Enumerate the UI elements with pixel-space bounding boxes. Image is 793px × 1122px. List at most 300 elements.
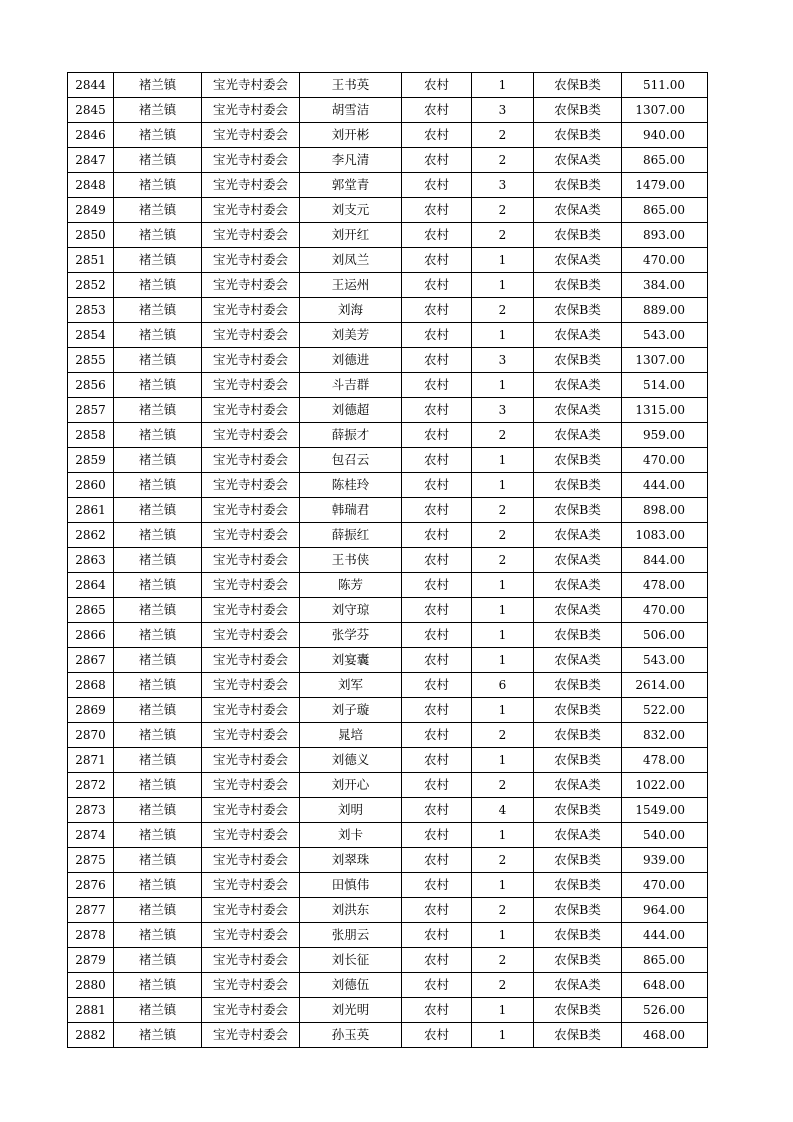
insurance-type-cell: 农保B类 xyxy=(534,748,622,773)
row-index: 2858 xyxy=(68,423,114,448)
name-cell: 刘光明 xyxy=(300,998,402,1023)
village-cell: 宝光寺村委会 xyxy=(202,348,300,373)
insurance-type-cell: 农保A类 xyxy=(534,598,622,623)
village-cell: 宝光寺村委会 xyxy=(202,548,300,573)
town-cell: 褚兰镇 xyxy=(114,548,202,573)
row-index: 2869 xyxy=(68,698,114,723)
town-cell: 褚兰镇 xyxy=(114,248,202,273)
insurance-type-cell: 农保B类 xyxy=(534,473,622,498)
household-count-cell: 1 xyxy=(472,1023,534,1048)
town-cell: 褚兰镇 xyxy=(114,698,202,723)
row-index: 2879 xyxy=(68,948,114,973)
town-cell: 褚兰镇 xyxy=(114,948,202,973)
insurance-type-cell: 农保B类 xyxy=(534,873,622,898)
row-index: 2847 xyxy=(68,148,114,173)
insurance-type-cell: 农保B类 xyxy=(534,723,622,748)
name-cell: 刘开彬 xyxy=(300,123,402,148)
insurance-type-cell: 农保B类 xyxy=(534,498,622,523)
insurance-type-cell: 农保A类 xyxy=(534,823,622,848)
row-index: 2873 xyxy=(68,798,114,823)
insurance-type-cell: 农保B类 xyxy=(534,998,622,1023)
household-count-cell: 2 xyxy=(472,223,534,248)
name-cell: 晁培 xyxy=(300,723,402,748)
amount-cell: 511.00 xyxy=(622,73,708,98)
town-cell: 褚兰镇 xyxy=(114,923,202,948)
table-row xyxy=(68,148,708,173)
insurance-type-cell: 农保A类 xyxy=(534,523,622,548)
household-count-cell: 4 xyxy=(472,798,534,823)
household-count-cell: 2 xyxy=(472,723,534,748)
village-cell: 宝光寺村委会 xyxy=(202,323,300,348)
amount-cell: 889.00 xyxy=(622,298,708,323)
row-index: 2859 xyxy=(68,448,114,473)
amount-cell: 959.00 xyxy=(622,423,708,448)
household-count-cell: 1 xyxy=(472,373,534,398)
amount-cell: 444.00 xyxy=(622,473,708,498)
amount-cell: 1315.00 xyxy=(622,398,708,423)
amount-cell: 543.00 xyxy=(622,323,708,348)
name-cell: 刘守琼 xyxy=(300,598,402,623)
table-row xyxy=(68,348,708,373)
area-type-cell: 农村 xyxy=(402,898,472,923)
amount-cell: 648.00 xyxy=(622,973,708,998)
table-row xyxy=(68,923,708,948)
village-cell: 宝光寺村委会 xyxy=(202,423,300,448)
insurance-type-cell: 农保B类 xyxy=(534,123,622,148)
amount-cell: 964.00 xyxy=(622,898,708,923)
household-count-cell: 1 xyxy=(472,573,534,598)
name-cell: 韩瑞君 xyxy=(300,498,402,523)
household-count-cell: 1 xyxy=(472,998,534,1023)
name-cell: 刘明 xyxy=(300,798,402,823)
town-cell: 褚兰镇 xyxy=(114,673,202,698)
subsidy-table xyxy=(67,72,708,1048)
amount-cell: 865.00 xyxy=(622,198,708,223)
household-count-cell: 1 xyxy=(472,473,534,498)
village-cell: 宝光寺村委会 xyxy=(202,873,300,898)
row-index: 2845 xyxy=(68,98,114,123)
town-cell: 褚兰镇 xyxy=(114,798,202,823)
row-index: 2862 xyxy=(68,523,114,548)
table-row xyxy=(68,473,708,498)
household-count-cell: 1 xyxy=(472,623,534,648)
name-cell: 王运州 xyxy=(300,273,402,298)
name-cell: 刘支元 xyxy=(300,198,402,223)
table-row xyxy=(68,823,708,848)
village-cell: 宝光寺村委会 xyxy=(202,448,300,473)
name-cell: 李凡清 xyxy=(300,148,402,173)
name-cell: 刘军 xyxy=(300,673,402,698)
area-type-cell: 农村 xyxy=(402,73,472,98)
row-index: 2854 xyxy=(68,323,114,348)
name-cell: 刘德义 xyxy=(300,748,402,773)
amount-cell: 898.00 xyxy=(622,498,708,523)
area-type-cell: 农村 xyxy=(402,248,472,273)
village-cell: 宝光寺村委会 xyxy=(202,498,300,523)
household-count-cell: 1 xyxy=(472,323,534,348)
row-index: 2857 xyxy=(68,398,114,423)
amount-cell: 1307.00 xyxy=(622,98,708,123)
table-row xyxy=(68,898,708,923)
insurance-type-cell: 农保B类 xyxy=(534,1023,622,1048)
household-count-cell: 2 xyxy=(472,123,534,148)
table-row xyxy=(68,1023,708,1048)
table-row xyxy=(68,448,708,473)
row-index: 2861 xyxy=(68,498,114,523)
amount-cell: 526.00 xyxy=(622,998,708,1023)
table-row xyxy=(68,623,708,648)
area-type-cell: 农村 xyxy=(402,973,472,998)
name-cell: 刘翠珠 xyxy=(300,848,402,873)
area-type-cell: 农村 xyxy=(402,623,472,648)
household-count-cell: 6 xyxy=(472,673,534,698)
row-index: 2864 xyxy=(68,573,114,598)
row-index: 2853 xyxy=(68,298,114,323)
table-row xyxy=(68,573,708,598)
village-cell: 宝光寺村委会 xyxy=(202,173,300,198)
town-cell: 褚兰镇 xyxy=(114,173,202,198)
area-type-cell: 农村 xyxy=(402,298,472,323)
table-row xyxy=(68,223,708,248)
household-count-cell: 1 xyxy=(472,748,534,773)
area-type-cell: 农村 xyxy=(402,148,472,173)
name-cell: 斗吉群 xyxy=(300,373,402,398)
row-index: 2856 xyxy=(68,373,114,398)
town-cell: 褚兰镇 xyxy=(114,723,202,748)
area-type-cell: 农村 xyxy=(402,648,472,673)
village-cell: 宝光寺村委会 xyxy=(202,598,300,623)
area-type-cell: 农村 xyxy=(402,823,472,848)
row-index: 2871 xyxy=(68,748,114,773)
row-index: 2860 xyxy=(68,473,114,498)
town-cell: 褚兰镇 xyxy=(114,223,202,248)
village-cell: 宝光寺村委会 xyxy=(202,723,300,748)
household-count-cell: 1 xyxy=(472,273,534,298)
insurance-type-cell: 农保B类 xyxy=(534,848,622,873)
area-type-cell: 农村 xyxy=(402,573,472,598)
name-cell: 郭堂青 xyxy=(300,173,402,198)
household-count-cell: 1 xyxy=(472,448,534,473)
area-type-cell: 农村 xyxy=(402,448,472,473)
table-row xyxy=(68,423,708,448)
town-cell: 褚兰镇 xyxy=(114,848,202,873)
amount-cell: 865.00 xyxy=(622,148,708,173)
insurance-type-cell: 农保B类 xyxy=(534,623,622,648)
name-cell: 薛振红 xyxy=(300,523,402,548)
row-index: 2863 xyxy=(68,548,114,573)
row-index: 2882 xyxy=(68,1023,114,1048)
household-count-cell: 2 xyxy=(472,198,534,223)
table-body xyxy=(68,73,708,1048)
village-cell: 宝光寺村委会 xyxy=(202,748,300,773)
area-type-cell: 农村 xyxy=(402,848,472,873)
row-index: 2881 xyxy=(68,998,114,1023)
name-cell: 刘宴囊 xyxy=(300,648,402,673)
village-cell: 宝光寺村委会 xyxy=(202,698,300,723)
village-cell: 宝光寺村委会 xyxy=(202,298,300,323)
town-cell: 褚兰镇 xyxy=(114,773,202,798)
town-cell: 褚兰镇 xyxy=(114,648,202,673)
insurance-type-cell: 农保B类 xyxy=(534,673,622,698)
area-type-cell: 农村 xyxy=(402,398,472,423)
name-cell: 刘美芳 xyxy=(300,323,402,348)
insurance-type-cell: 农保A类 xyxy=(534,648,622,673)
row-index: 2850 xyxy=(68,223,114,248)
town-cell: 褚兰镇 xyxy=(114,123,202,148)
household-count-cell: 1 xyxy=(472,248,534,273)
insurance-type-cell: 农保B类 xyxy=(534,223,622,248)
name-cell: 胡雪洁 xyxy=(300,98,402,123)
table-row xyxy=(68,98,708,123)
town-cell: 褚兰镇 xyxy=(114,473,202,498)
amount-cell: 1549.00 xyxy=(622,798,708,823)
town-cell: 褚兰镇 xyxy=(114,998,202,1023)
area-type-cell: 农村 xyxy=(402,123,472,148)
area-type-cell: 农村 xyxy=(402,698,472,723)
table-row xyxy=(68,748,708,773)
area-type-cell: 农村 xyxy=(402,473,472,498)
table-row xyxy=(68,723,708,748)
name-cell: 刘洪东 xyxy=(300,898,402,923)
amount-cell: 940.00 xyxy=(622,123,708,148)
amount-cell: 832.00 xyxy=(622,723,708,748)
amount-cell: 1307.00 xyxy=(622,348,708,373)
town-cell: 褚兰镇 xyxy=(114,448,202,473)
name-cell: 刘开红 xyxy=(300,223,402,248)
table-row xyxy=(68,248,708,273)
area-type-cell: 农村 xyxy=(402,223,472,248)
area-type-cell: 农村 xyxy=(402,498,472,523)
row-index: 2867 xyxy=(68,648,114,673)
row-index: 2852 xyxy=(68,273,114,298)
household-count-cell: 1 xyxy=(472,598,534,623)
area-type-cell: 农村 xyxy=(402,948,472,973)
table-row xyxy=(68,73,708,98)
household-count-cell: 3 xyxy=(472,398,534,423)
table-row xyxy=(68,298,708,323)
amount-cell: 470.00 xyxy=(622,448,708,473)
name-cell: 刘德伍 xyxy=(300,973,402,998)
household-count-cell: 2 xyxy=(472,148,534,173)
name-cell: 孙玉英 xyxy=(300,1023,402,1048)
area-type-cell: 农村 xyxy=(402,348,472,373)
area-type-cell: 农村 xyxy=(402,923,472,948)
table-row xyxy=(68,948,708,973)
row-index: 2851 xyxy=(68,248,114,273)
town-cell: 褚兰镇 xyxy=(114,523,202,548)
insurance-type-cell: 农保A类 xyxy=(534,548,622,573)
village-cell: 宝光寺村委会 xyxy=(202,248,300,273)
town-cell: 褚兰镇 xyxy=(114,973,202,998)
village-cell: 宝光寺村委会 xyxy=(202,998,300,1023)
area-type-cell: 农村 xyxy=(402,798,472,823)
insurance-type-cell: 农保A类 xyxy=(534,248,622,273)
insurance-type-cell: 农保B类 xyxy=(534,298,622,323)
amount-cell: 844.00 xyxy=(622,548,708,573)
household-count-cell: 2 xyxy=(472,298,534,323)
household-count-cell: 2 xyxy=(472,948,534,973)
village-cell: 宝光寺村委会 xyxy=(202,673,300,698)
amount-cell: 470.00 xyxy=(622,248,708,273)
amount-cell: 384.00 xyxy=(622,273,708,298)
town-cell: 褚兰镇 xyxy=(114,873,202,898)
household-count-cell: 1 xyxy=(472,698,534,723)
row-index: 2878 xyxy=(68,923,114,948)
area-type-cell: 农村 xyxy=(402,723,472,748)
table-row xyxy=(68,873,708,898)
insurance-type-cell: 农保B类 xyxy=(534,348,622,373)
row-index: 2877 xyxy=(68,898,114,923)
village-cell: 宝光寺村委会 xyxy=(202,798,300,823)
table-row xyxy=(68,798,708,823)
row-index: 2868 xyxy=(68,673,114,698)
insurance-type-cell: 农保A类 xyxy=(534,323,622,348)
row-index: 2876 xyxy=(68,873,114,898)
table-row xyxy=(68,173,708,198)
name-cell: 刘长征 xyxy=(300,948,402,973)
name-cell: 刘卡 xyxy=(300,823,402,848)
table-row xyxy=(68,648,708,673)
village-cell: 宝光寺村委会 xyxy=(202,948,300,973)
village-cell: 宝光寺村委会 xyxy=(202,398,300,423)
household-count-cell: 3 xyxy=(472,173,534,198)
amount-cell: 543.00 xyxy=(622,648,708,673)
row-index: 2846 xyxy=(68,123,114,148)
table-row xyxy=(68,773,708,798)
area-type-cell: 农村 xyxy=(402,98,472,123)
name-cell: 张朋云 xyxy=(300,923,402,948)
town-cell: 褚兰镇 xyxy=(114,148,202,173)
town-cell: 褚兰镇 xyxy=(114,198,202,223)
area-type-cell: 农村 xyxy=(402,373,472,398)
table-row xyxy=(68,673,708,698)
town-cell: 褚兰镇 xyxy=(114,73,202,98)
amount-cell: 478.00 xyxy=(622,573,708,598)
insurance-type-cell: 农保B类 xyxy=(534,898,622,923)
table-row xyxy=(68,398,708,423)
table-row xyxy=(68,523,708,548)
row-index: 2848 xyxy=(68,173,114,198)
village-cell: 宝光寺村委会 xyxy=(202,373,300,398)
village-cell: 宝光寺村委会 xyxy=(202,923,300,948)
amount-cell: 1479.00 xyxy=(622,173,708,198)
amount-cell: 939.00 xyxy=(622,848,708,873)
amount-cell: 468.00 xyxy=(622,1023,708,1048)
household-count-cell: 1 xyxy=(472,873,534,898)
household-count-cell: 2 xyxy=(472,548,534,573)
row-index: 2865 xyxy=(68,598,114,623)
insurance-type-cell: 农保A类 xyxy=(534,398,622,423)
amount-cell: 1083.00 xyxy=(622,523,708,548)
village-cell: 宝光寺村委会 xyxy=(202,98,300,123)
amount-cell: 2614.00 xyxy=(622,673,708,698)
village-cell: 宝光寺村委会 xyxy=(202,523,300,548)
name-cell: 王书侠 xyxy=(300,548,402,573)
area-type-cell: 农村 xyxy=(402,673,472,698)
town-cell: 褚兰镇 xyxy=(114,498,202,523)
village-cell: 宝光寺村委会 xyxy=(202,823,300,848)
row-index: 2849 xyxy=(68,198,114,223)
table-row xyxy=(68,373,708,398)
row-index: 2870 xyxy=(68,723,114,748)
name-cell: 刘子璇 xyxy=(300,698,402,723)
insurance-type-cell: 农保B类 xyxy=(534,948,622,973)
name-cell: 陈桂玲 xyxy=(300,473,402,498)
area-type-cell: 农村 xyxy=(402,548,472,573)
household-count-cell: 3 xyxy=(472,348,534,373)
town-cell: 褚兰镇 xyxy=(114,823,202,848)
area-type-cell: 农村 xyxy=(402,423,472,448)
town-cell: 褚兰镇 xyxy=(114,598,202,623)
village-cell: 宝光寺村委会 xyxy=(202,973,300,998)
village-cell: 宝光寺村委会 xyxy=(202,623,300,648)
household-count-cell: 1 xyxy=(472,923,534,948)
row-index: 2872 xyxy=(68,773,114,798)
insurance-type-cell: 农保A类 xyxy=(534,373,622,398)
amount-cell: 470.00 xyxy=(622,873,708,898)
insurance-type-cell: 农保B类 xyxy=(534,73,622,98)
household-count-cell: 2 xyxy=(472,773,534,798)
row-index: 2855 xyxy=(68,348,114,373)
town-cell: 褚兰镇 xyxy=(114,748,202,773)
area-type-cell: 农村 xyxy=(402,598,472,623)
household-count-cell: 2 xyxy=(472,523,534,548)
household-count-cell: 3 xyxy=(472,98,534,123)
insurance-type-cell: 农保A类 xyxy=(534,973,622,998)
insurance-type-cell: 农保B类 xyxy=(534,798,622,823)
name-cell: 刘凤兰 xyxy=(300,248,402,273)
household-count-cell: 1 xyxy=(472,823,534,848)
table-row xyxy=(68,548,708,573)
row-index: 2874 xyxy=(68,823,114,848)
village-cell: 宝光寺村委会 xyxy=(202,773,300,798)
town-cell: 褚兰镇 xyxy=(114,623,202,648)
town-cell: 褚兰镇 xyxy=(114,573,202,598)
insurance-type-cell: 农保B类 xyxy=(534,448,622,473)
town-cell: 褚兰镇 xyxy=(114,1023,202,1048)
table-row xyxy=(68,848,708,873)
row-index: 2866 xyxy=(68,623,114,648)
table-row xyxy=(68,698,708,723)
household-count-cell: 1 xyxy=(472,648,534,673)
town-cell: 褚兰镇 xyxy=(114,323,202,348)
insurance-type-cell: 农保B类 xyxy=(534,98,622,123)
insurance-type-cell: 农保A类 xyxy=(534,198,622,223)
name-cell: 张学芬 xyxy=(300,623,402,648)
amount-cell: 522.00 xyxy=(622,698,708,723)
area-type-cell: 农村 xyxy=(402,998,472,1023)
household-count-cell: 2 xyxy=(472,423,534,448)
area-type-cell: 农村 xyxy=(402,173,472,198)
name-cell: 王书英 xyxy=(300,73,402,98)
amount-cell: 540.00 xyxy=(622,823,708,848)
area-type-cell: 农村 xyxy=(402,873,472,898)
village-cell: 宝光寺村委会 xyxy=(202,573,300,598)
area-type-cell: 农村 xyxy=(402,1023,472,1048)
name-cell: 田慎伟 xyxy=(300,873,402,898)
table-row xyxy=(68,998,708,1023)
village-cell: 宝光寺村委会 xyxy=(202,648,300,673)
table-row xyxy=(68,498,708,523)
name-cell: 包召云 xyxy=(300,448,402,473)
area-type-cell: 农村 xyxy=(402,523,472,548)
table-row xyxy=(68,273,708,298)
town-cell: 褚兰镇 xyxy=(114,423,202,448)
table-row xyxy=(68,973,708,998)
table-row xyxy=(68,598,708,623)
table-row xyxy=(68,123,708,148)
town-cell: 褚兰镇 xyxy=(114,273,202,298)
